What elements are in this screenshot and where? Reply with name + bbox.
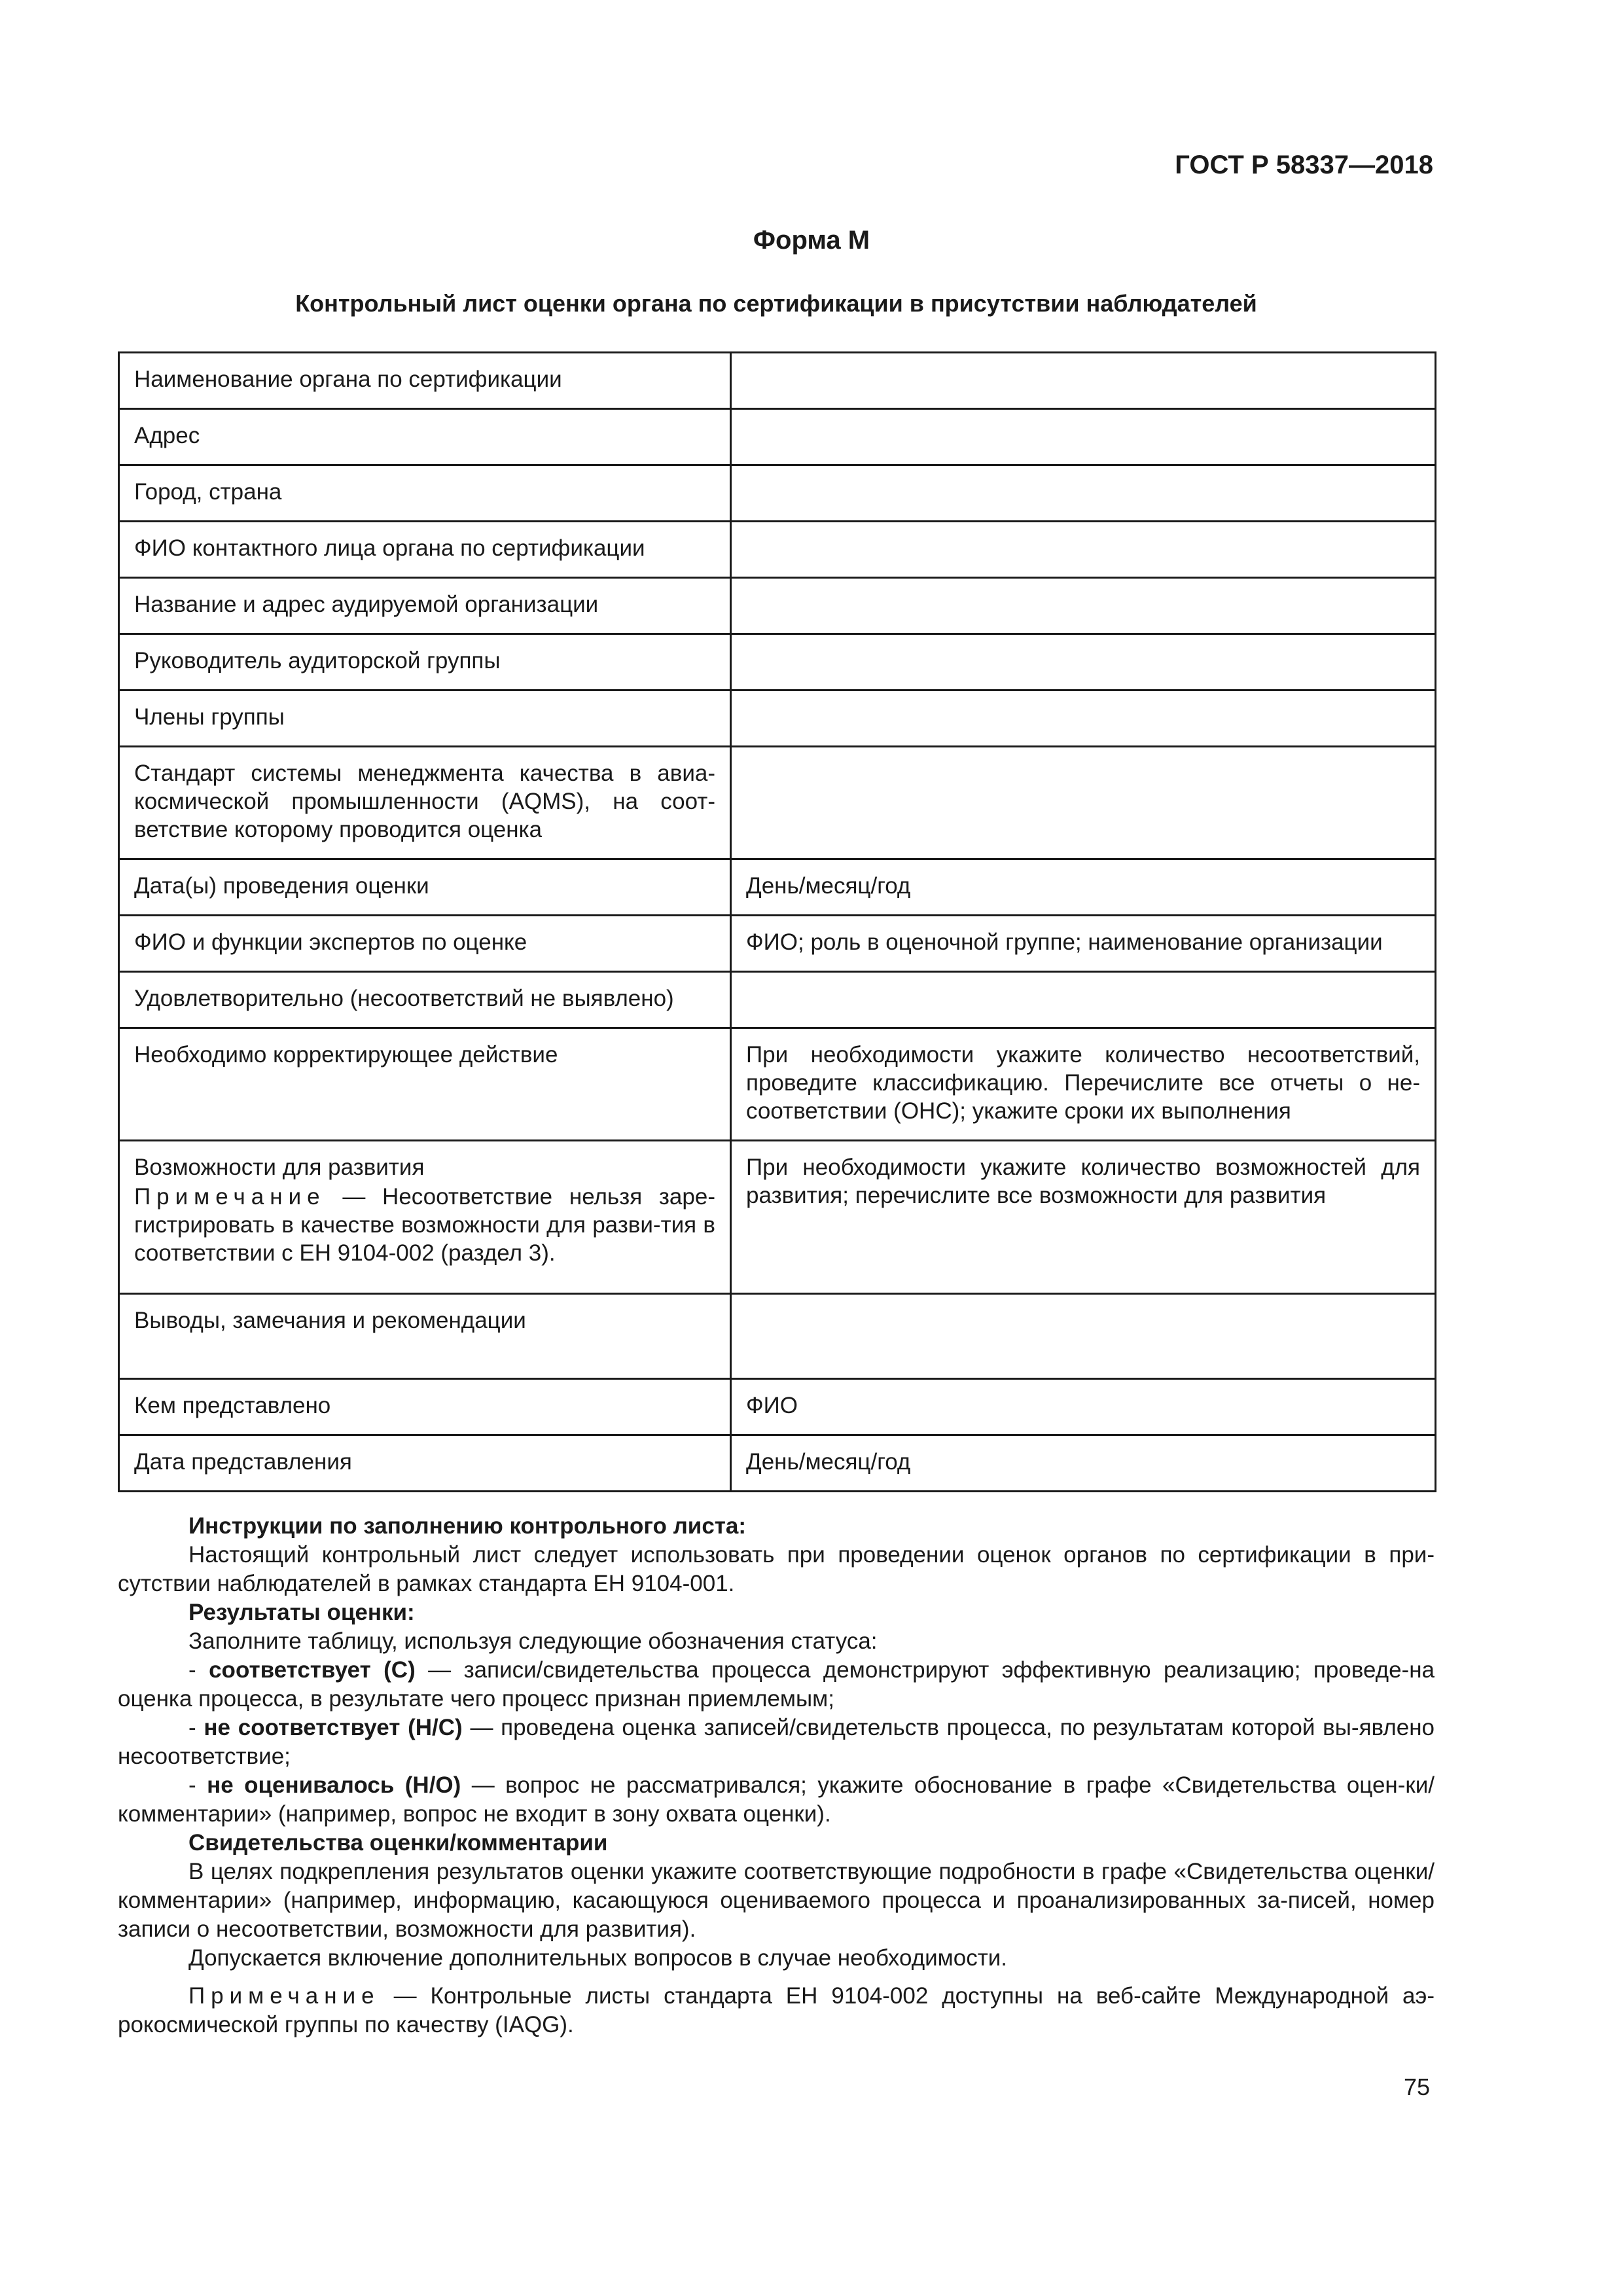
instructions-heading: Инструкции по заполнению контрольного листа: [188,1513,747,1539]
page-number: 75 [1403,2073,1430,2100]
row-label: Наименование органа по сертификации [119,353,731,409]
evidence-paragraph: В целях подкрепления результатов оценки укажите соответствующие подробности в графе «Свидетельства оценки/комментарии» (например, информацию, касающуюся оцениваемого процесса и проанализированных за-писей, номер записи о несоответствии, возможности для развития). [118,1859,1435,1942]
status-item-compliant: - соответствует (С) — записи/свидетельства процесса демонстрируют эффективную реализацию; проведе-на оценка процесса, в результате чего процесс признан приемлемым; [118,1657,1435,1712]
row-label: Город, страна [119,465,731,522]
note-text: — Контрольные листы стандарта ЕН 9104-002 доступны на веб-сайте Международной аэ-рокосмической группы по качеству (IAQG). [118,1983,1435,2037]
checklist-table [118,351,1436,1492]
row-value[interactable]: День/месяц/год [731,859,1436,916]
table-row [119,916,1436,972]
row-label: Дата представления [119,1435,731,1492]
row-label: Возможности для развития [134,1155,425,1180]
row-label-with-note [119,1141,731,1294]
instructions-paragraph: Настоящий контрольный лист следует использовать при проведении оценок органов по сертификации в при-сутствии наблюдателей в рамках стандарта ЕН 9104-001. [118,1542,1435,1596]
status-item-not-assessed: - не оценивалось (Н/О) — вопрос не рассматривался; укажите обоснование в графе «Свидетельства оцен-ки/комментарии» (например, вопрос не входит в зону охвата оценки). [118,1772,1435,1827]
table-row [119,1028,1436,1141]
table-row [119,353,1436,409]
row-value[interactable] [731,409,1436,465]
table-row [119,1294,1436,1379]
row-value[interactable] [731,1294,1436,1379]
row-label: Необходимо корректирующее действие [119,1028,731,1141]
row-label: Адрес [119,409,731,465]
instructions-section [118,1512,1435,2039]
footnote [118,1982,1435,2039]
form-title: Форма М [753,226,870,255]
table-row [119,972,1436,1028]
row-label: Кем представлено [119,1379,731,1435]
table-row [119,465,1436,522]
row-label: Руководитель аудиторской группы [119,634,731,691]
row-value[interactable] [731,747,1436,859]
evidence-heading: Свидетельства оценки/комментарии [188,1830,608,1856]
row-label: Название и адрес аудируемой организации [119,578,731,634]
row-label: Удовлетворительно (несоответствий не выявлено) [119,972,731,1028]
table-row [119,1379,1436,1435]
table-row [119,578,1436,634]
table-row [119,1141,1436,1294]
table-row [119,859,1436,916]
row-value[interactable]: ФИО [731,1379,1436,1435]
row-value[interactable] [731,691,1436,747]
row-note [134,1183,715,1267]
row-value[interactable] [731,972,1436,1028]
table-row [119,691,1436,747]
row-label: Члены группы [119,691,731,747]
row-value[interactable] [731,353,1436,409]
form-subtitle: Контрольный лист оценки органа по сертификации в присутствии наблюдателей [295,290,1257,317]
row-value[interactable]: ФИО; роль в оценочной группе; наименование организации [731,916,1436,972]
row-value[interactable] [731,522,1436,578]
status-item-noncompliant: - не соответствует (Н/С) — проведена оценка записей/свидетельств процесса, по результатам которой вы-явлено несоответствие; [118,1715,1435,1769]
table-row [119,634,1436,691]
row-value[interactable] [731,634,1436,691]
row-value[interactable]: При необходимости укажите количество несоответствий, проведите классификацию. Перечислите все отчеты о не-соответствии (ОНС); укажите сроки их выполнения [731,1028,1436,1141]
note-label: Примечание [188,1983,380,2009]
results-heading: Результаты оценки: [188,1600,415,1625]
table-row [119,409,1436,465]
table-row [119,1435,1436,1492]
document-code: ГОСТ Р 58337—2018 [1175,151,1433,179]
row-label: ФИО контактного лица органа по сертификации [119,522,731,578]
row-label: Стандарт системы менеджмента качества в авиа-космической промышленности (AQMS), на соот-ветствие которому проводится оценка [119,747,731,859]
row-value[interactable] [731,465,1436,522]
table-row [119,747,1436,859]
row-label: Дата(ы) проведения оценки [119,859,731,916]
row-value[interactable]: День/месяц/год [731,1435,1436,1492]
note-text: — Несоответствие нельзя заре-гистрировать в качестве возможности для разви-тия в соответствии с ЕН 9104-002 (раздел 3). [134,1184,715,1266]
row-label: ФИО и функции экспертов по оценке [119,916,731,972]
additional-questions-paragraph: Допускается включение дополнительных вопросов в случае необходимости. [188,1945,1008,1971]
row-value[interactable] [731,578,1436,634]
table-row [119,522,1436,578]
row-label: Выводы, замечания и рекомендации [119,1294,731,1379]
row-value[interactable]: При необходимости укажите количество возможностей для развития; перечислите все возможности для развития [731,1141,1436,1294]
note-label: Примечание [134,1184,326,1210]
results-paragraph: Заполните таблицу, используя следующие обозначения статуса: [188,1628,878,1654]
